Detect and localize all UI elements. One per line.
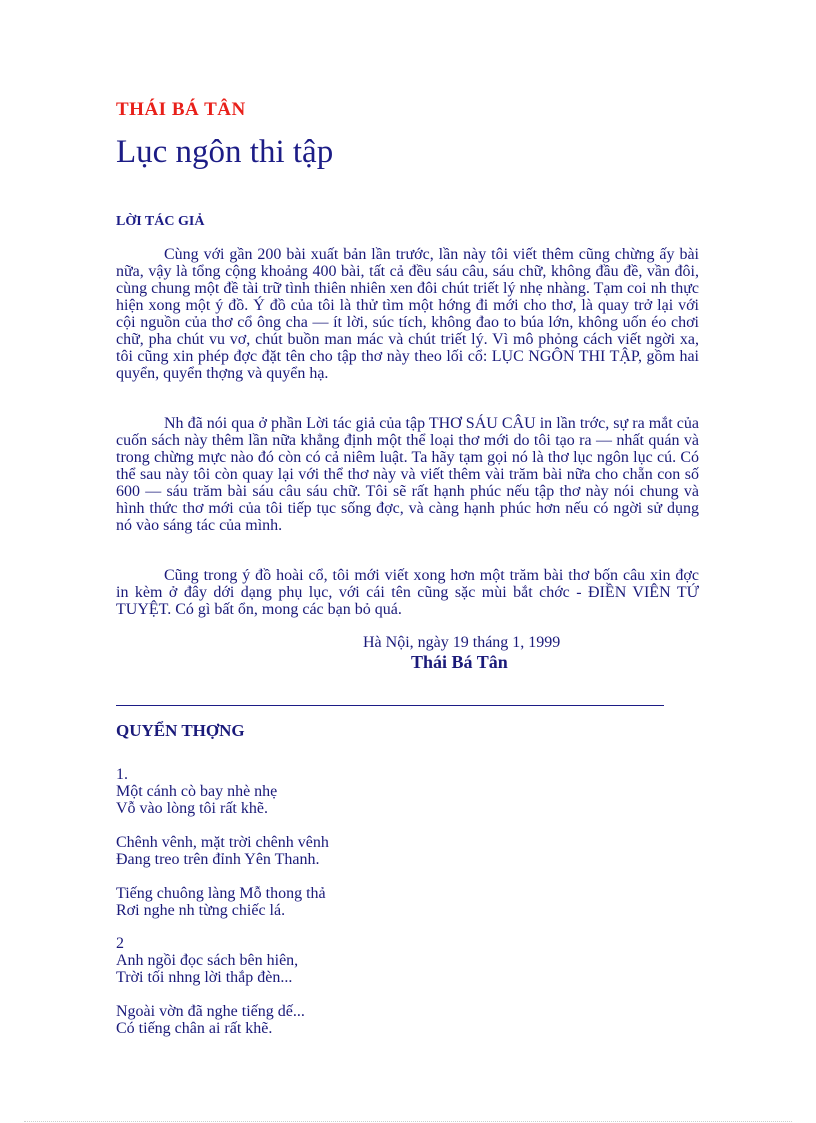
- poem-number: 2: [116, 935, 124, 952]
- section-divider: [116, 705, 664, 706]
- poem-line: Ngoài vờn đã nghe tiếng dế...: [116, 1003, 305, 1020]
- preface-paragraph-3: Cũng trong ý đồ hoài cổ, tôi mới viết xong hơn một trăm bài thơ bốn câu xin đợc in kèm ở đây dới dạng phụ lục, với cái tên cũng sặc mùi bắt chớc - ĐIỀN VIÊN TỨ TUYỆT. Có gì bất ổn, mong các bạn bỏ quá.: [116, 567, 699, 618]
- poem-1: [116, 766, 329, 919]
- poem-line: Có tiếng chân ai rất khẽ.: [116, 1020, 273, 1037]
- poem-line: Đang treo trên đỉnh Yên Thanh.: [116, 851, 320, 868]
- poem-2: [116, 935, 305, 1037]
- poem-number: 1.: [116, 766, 128, 783]
- author-name: THÁI BÁ TÂN: [116, 99, 246, 120]
- poem-line: Chênh vênh, mặt trời chênh vênh: [116, 834, 329, 851]
- preface-heading: LỜI TÁC GIẢ: [116, 214, 205, 229]
- preface-date: Hà Nội, ngày 19 tháng 1, 1999: [363, 634, 561, 651]
- poem-line: Tiếng chuông làng Mỗ thong thả: [116, 885, 326, 902]
- page-bottom-border: [24, 1121, 792, 1122]
- preface-paragraph-1: Cùng với gần 200 bài xuất bản lần trước, lần này tôi viết thêm cũng chừng ấy bài nữa, vậy là tổng cộng khoảng 400 bài, tất cả đều sáu câu, sáu chữ, không đầu đề, vần đôi, cùng chung một đề tài trữ tình thiên nhiên xen đôi chút triết lý nhẹ nhàng. Tạm coi nh thực hiện xong một ý đồ. Ý đồ của tôi là thử tìm một hớng đi mới cho thơ, là quay trở lại với cội nguồn của thơ cổ ông cha — ít lời, súc tích, không đao to búa lớn, không uốn éo chơi chữ, pha chút vu vơ, chút buồn man mác và chút triết lý. Vì mô phỏng cách viết ngời xa, tôi cũng xin phép đợc đặt tên cho tập thơ này theo lối cổ: LỤC NGÔN THI TẬP, gồm hai quyển, quyển thợng và quyển hạ.: [116, 246, 699, 382]
- preface-paragraph-2: Nh đã nói qua ở phần Lời tác giả của tập THƠ SÁU CÂU in lần trớc, sự ra mắt của cuốn sách này thêm lần nữa khẳng định một thể loại thơ mới do tôi tạo ra — nhất quán và trong chừng mực nào đó còn có cả niêm luật. Ta hãy tạm gọi nó là thơ lục ngôn lục cú. Có thể sau này tôi còn quay lại với thể thơ này và viết thêm vài trăm bài nữa cho chẵn con số 600 — sáu trăm bài sáu câu sáu chữ. Tôi sẽ rất hạnh phúc nếu tập thơ này nói chung và hình thức thơ mới của tôi tiếp tục sống đợc, và càng hạnh phúc hơn nếu có ngời sử dụng nó vào sáng tác của mình.: [116, 415, 699, 534]
- poem-line: Vỗ vào lòng tôi rất khẽ.: [116, 800, 268, 817]
- poem-line: Rơi nghe nh từng chiếc lá.: [116, 902, 286, 919]
- poem-line: Anh ngồi đọc sách bên hiên,: [116, 952, 299, 969]
- poem-line: Một cánh cò bay nhè nhẹ: [116, 783, 278, 800]
- book-title: Lục ngôn thi tập: [116, 134, 334, 170]
- preface-signature: Thái Bá Tân: [411, 652, 508, 672]
- poem-line: Trời tối nhng lời thắp đèn...: [116, 969, 293, 986]
- volume-heading: QUYỂN THỢNG: [116, 721, 245, 740]
